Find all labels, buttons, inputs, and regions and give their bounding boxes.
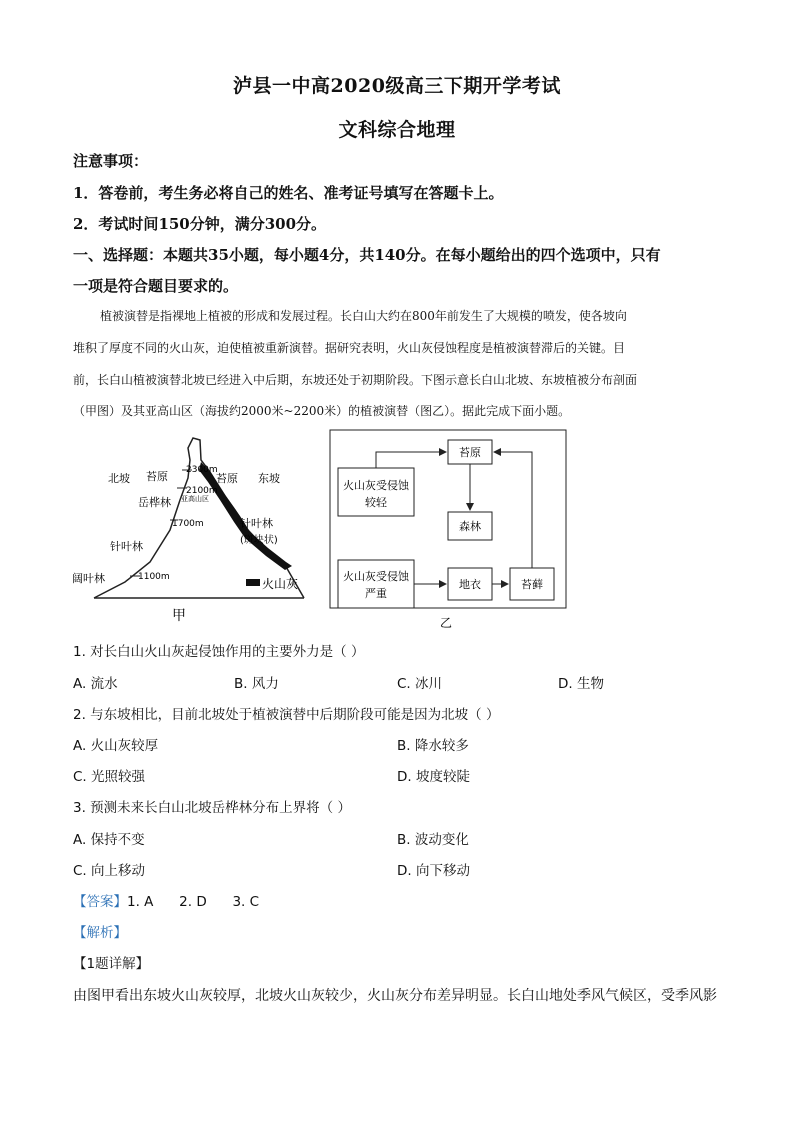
q3-option-a: A. 保持不变 xyxy=(73,832,145,848)
notes-item-1: 1．答卷前，考生务必将自己的姓名、准考证号填写在答题卡上。 xyxy=(73,184,504,202)
q3-option-b: B. 波动变化 xyxy=(397,832,469,848)
q1-option-a: A. 流水 xyxy=(73,676,118,692)
flow-label-heavy-2: 严重 xyxy=(365,587,387,600)
label-patchy: (斑块状) xyxy=(240,535,278,546)
flow-label-light-1: 火山灰受侵蚀 xyxy=(343,479,409,492)
flow-label-moss: 苔藓 xyxy=(521,578,543,591)
q2-stem: 2. 与东坡相比，目前北坡处于植被演替中后期阶段可能是因为北坡（ ） xyxy=(73,707,500,723)
figure-jia-caption: 甲 xyxy=(172,608,186,624)
box-heavy-erosion xyxy=(338,560,414,608)
answer-tag: 【答案】 xyxy=(73,894,127,910)
passage-line-4: （甲图）及其亚高山区（海拔约2000米~2200米）的植被演替（图乙）。据此完成下面小题。 xyxy=(73,404,571,418)
passage-line-3: 前，长白山植被演替北坡已经进入中后期，东坡还处于初期阶段。下图示意长白山北坡、东坡植被分布剖面 xyxy=(73,373,638,387)
detail-text: 由图甲看出东坡火山灰较厚，北坡火山灰较少，火山灰分布差异明显。长白山地处季风气候区，受季风影 xyxy=(73,988,717,1004)
page-subtitle: 文科综合地理 xyxy=(338,119,456,141)
q2-option-b: B. 降水较多 xyxy=(397,738,469,754)
flow-label-heavy-1: 火山灰受侵蚀 xyxy=(343,570,409,583)
arrow-light-to-tundra xyxy=(376,452,446,468)
flow-label-forest: 森林 xyxy=(459,520,481,533)
figure-yi-flowchart xyxy=(330,430,570,630)
q1-stem: 1. 对长白山火山灰起侵蚀作用的主要外力是（ ） xyxy=(73,644,365,660)
label-elev-2100: 2100m xyxy=(186,486,218,496)
legend-ash-label: 火山灰 xyxy=(262,577,299,591)
flow-label-lichen: 地衣 xyxy=(459,578,481,591)
notes-item-2: 2．考试时间150分钟，满分300分。 xyxy=(73,215,327,233)
label-broadleaf: 阔叶林 xyxy=(72,572,105,585)
label-east-slope: 东坡 xyxy=(258,472,280,485)
q3-stem: 3. 预测未来长白山北坡岳桦林分布上界将（ ） xyxy=(73,800,351,816)
q3-option-c: C. 向上移动 xyxy=(73,863,146,879)
arrow-moss-to-tundra xyxy=(494,452,532,568)
section-instruction-line-1: 一、选择题：本题共35小题，每小题4分，共140分。在每小题给出的四个选项中，只有 xyxy=(73,246,661,264)
label-birch: 岳桦林 xyxy=(138,496,171,509)
q1-option-d: D. 生物 xyxy=(558,676,604,692)
q1-option-c: C. 冰川 xyxy=(397,676,443,692)
legend-ash-swatch xyxy=(246,579,260,586)
answer-line xyxy=(73,890,259,910)
q1-option-b: B. 风力 xyxy=(234,676,279,692)
figure-yi-caption: 乙 xyxy=(440,616,453,630)
page-title: 泸县一中高2020级高三下期开学考试 xyxy=(233,75,561,97)
label-elev-2300: 2300m xyxy=(186,465,218,475)
detail-heading: 【1题详解】 xyxy=(73,956,150,972)
label-subalpine: 亚高山区 xyxy=(181,495,209,503)
flow-label-light-2: 较轻 xyxy=(365,496,387,509)
section-instruction-line-2: 一项是符合题目要求的。 xyxy=(73,277,239,295)
label-tundra-right: 苔原 xyxy=(216,472,238,485)
label-elev-1100: 1100m xyxy=(138,572,170,582)
label-north-slope: 北坡 xyxy=(108,472,130,485)
notes-heading: 注意事项： xyxy=(73,152,149,170)
analysis-tag: 【解析】 xyxy=(73,925,127,941)
passage-line-1: 植被演替是指裸地上植被的形成和发展过程。长白山大约在800年前发生了大规模的喷发，使各坡向 xyxy=(100,309,627,323)
label-conifer-right: 针叶林 xyxy=(240,517,273,530)
flow-label-tundra: 苔原 xyxy=(459,446,481,459)
q2-option-d: D. 坡度较陡 xyxy=(397,769,470,785)
answer-text: 1. A 2. D 3. C xyxy=(127,894,260,910)
figure-jia-profile xyxy=(72,430,320,630)
label-conifer-left: 针叶林 xyxy=(110,540,143,553)
passage-line-2: 堆积了厚度不同的火山灰，迫使植被重新演替。据研究表明，火山灰侵蚀程度是植被演替滞后的关键。目 xyxy=(73,341,626,355)
label-elev-1700: 1700m xyxy=(172,519,204,529)
q2-option-c: C. 光照较强 xyxy=(73,769,146,785)
label-tundra-left: 苔原 xyxy=(146,470,168,483)
q3-option-d: D. 向下移动 xyxy=(397,863,470,879)
q2-option-a: A. 火山灰较厚 xyxy=(73,738,159,754)
